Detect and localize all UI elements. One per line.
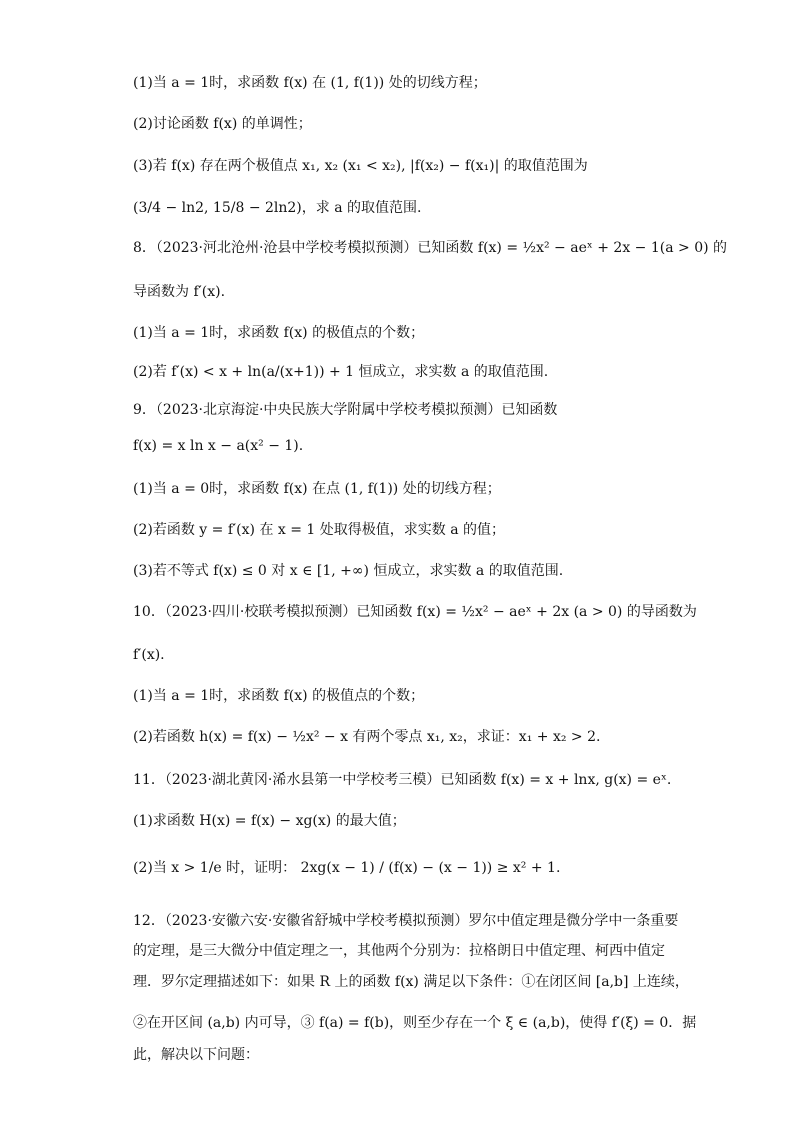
q10-part1: (1)当 a = 1时，求函数 f(x) 的极值点的个数； xyxy=(133,688,425,704)
q7-part3-range: (3/4 − ln2, 15/8 − 2ln2)，求 a 的取值范围. xyxy=(133,200,422,216)
q12-stem-line1: 12．（2023·安徽六安·安徽省舒城中学校考模拟预测）罗尔中值定理是微分学中一条重要 xyxy=(133,913,679,929)
q9-part3: (3)若不等式 f(x) ≤ 0 对 x ∈ [1, +∞) 恒成立，求实数 a 的取值范围. xyxy=(133,563,564,579)
q9-part1: (1)当 a = 0时，求函数 f(x) 在点 (1, f(1)) 处的切线方程； xyxy=(133,481,501,497)
q11-part1: (1)求函数 H(x) = f(x) − xg(x) 的最大值； xyxy=(133,813,406,829)
q8-stem-cont: 导函数为 f′(x). xyxy=(133,284,226,300)
q12-stem-line3: 理．罗尔定理描述如下：如果 R 上的函数 f(x) 满足以下条件：①在闭区间 [a,b] 上连续， xyxy=(133,974,689,990)
q12-stem-line5: 此，解决以下问题： xyxy=(133,1047,259,1063)
q12-stem-line2: 的定理，是三大微分中值定理之一，其他两个分别为：拉格朗日中值定理、柯西中值定 xyxy=(133,943,665,959)
q11-part2: (2)当 x > 1/e 时，证明： 2xg(x − 1) / (f(x) − (x − 1)) ≥ x² + 1. xyxy=(133,860,561,876)
q10-stem-cont: f′(x). xyxy=(133,647,165,663)
q12-stem-line4: ②在开区间 (a,b) 内可导，③ f(a) = f(b)，则至少存在一个 ξ ∈ (a,b)，使得 f′(ξ) = 0．据 xyxy=(133,1015,697,1031)
q11-stem: 11．（2023·湖北黄冈·浠水县第一中学校考三模）已知函数 f(x) = x + lnx, g(x) = eˣ. xyxy=(133,772,672,788)
q7-part1: (1)当 a = 1时，求函数 f(x) 在 (1, f(1)) 处的切线方程； xyxy=(133,75,487,91)
q8-part1: (1)当 a = 1时，求函数 f(x) 的极值点的个数； xyxy=(133,325,425,341)
q7-part2: (2)讨论函数 f(x) 的单调性； xyxy=(133,116,312,132)
q7-part3: (3)若 f(x) 存在两个极值点 x₁, x₂ (x₁ < x₂), |f(x₂) − f(x₁)| 的取值范围为 xyxy=(133,158,588,174)
q9-function: f(x) = x ln x − a(x² − 1). xyxy=(133,438,304,454)
q9-stem: 9．（2023·北京海淀·中央民族大学附属中学校考模拟预测）已知函数 xyxy=(133,402,558,418)
q9-part2: (2)若函数 y = f′(x) 在 x = 1 处取得极值，求实数 a 的值； xyxy=(133,522,506,538)
q8-part2: (2)若 f′(x) < x + ln(a/(x+1)) + 1 恒成立，求实数 a 的取值范围. xyxy=(133,364,549,380)
q8-stem: 8．（2023·河北沧州·沧县中学校考模拟预测）已知函数 f(x) = ½x² − aeˣ + 2x − 1(a > 0) 的 xyxy=(133,240,728,256)
q10-stem: 10．（2023·四川·校联考模拟预测）已知函数 f(x) = ½x² − aeˣ + 2x (a > 0) 的导函数为 xyxy=(133,604,697,620)
q10-part2: (2)若函数 h(x) = f(x) − ½x² − x 有两个零点 x₁, x₂，求证：x₁ + x₂ > 2. xyxy=(133,729,601,745)
